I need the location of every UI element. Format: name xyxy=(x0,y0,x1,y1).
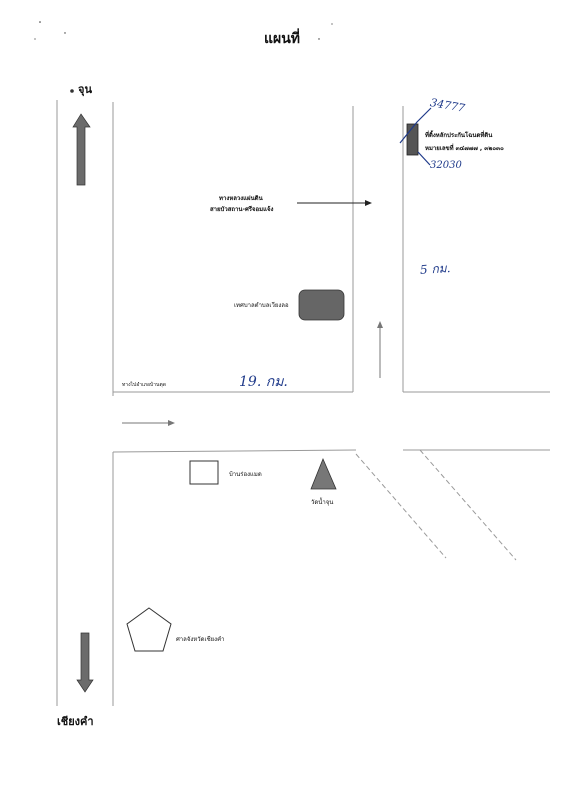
lower-road-top-edge-left xyxy=(113,450,356,452)
road-edges xyxy=(57,100,550,706)
map-title: แผนที่ xyxy=(264,31,301,47)
handwritten-deed-bottom: 32030 xyxy=(430,160,462,171)
diagonal-road-left xyxy=(356,454,446,558)
pointer-bottom xyxy=(418,152,430,165)
handwritten-deed-top: 34777 xyxy=(429,96,466,115)
highway-label-line1: ทางหลวงแผ่นดิน xyxy=(219,195,263,202)
handwritten-distance-left: 19. กม. xyxy=(239,374,288,390)
village-square-marker xyxy=(190,461,218,484)
road-direction-arrow-right xyxy=(122,420,175,426)
municipality-label: เทศบาลตำบลเวียงลอ xyxy=(234,302,289,309)
north-arrow-icon xyxy=(73,114,90,185)
north-direction-label: จุน xyxy=(78,83,92,96)
municipality-office-marker xyxy=(299,290,344,320)
highway-label-line2: สายบัวสถาน-ศรีจอมแจ้ง xyxy=(210,206,274,213)
temple-triangle-marker xyxy=(311,459,336,489)
south-arrow-icon xyxy=(77,633,93,692)
shrine-label: ศาลจังหวัดเชียงคำ xyxy=(176,636,225,643)
shrine-pentagon-marker xyxy=(127,608,171,651)
handwritten-distance-right: 5 กม. xyxy=(419,260,451,278)
land-plot-marker xyxy=(407,124,418,155)
village-label: บ้านร่องแมด xyxy=(229,471,262,478)
diagonal-dashed-roads xyxy=(356,450,516,560)
temple-label: วัดน้ำจุน xyxy=(311,499,334,506)
south-direction-label: เชียงคำ xyxy=(57,715,94,728)
land-deed-label-line1: ที่ดิ้งหลักประกันโฉนดที่ดิน xyxy=(425,132,493,139)
diagonal-road-right xyxy=(420,450,516,560)
to-district-label: ทางไปอำเภอบ้านตุด xyxy=(122,382,166,388)
highway-pointer-arrow xyxy=(297,200,372,206)
land-deed-label-line2: หมายเลขที่ ๓๔๗๗๗ , ๓๒๐๓๐ xyxy=(425,145,504,152)
road-direction-arrow-up xyxy=(377,321,383,378)
